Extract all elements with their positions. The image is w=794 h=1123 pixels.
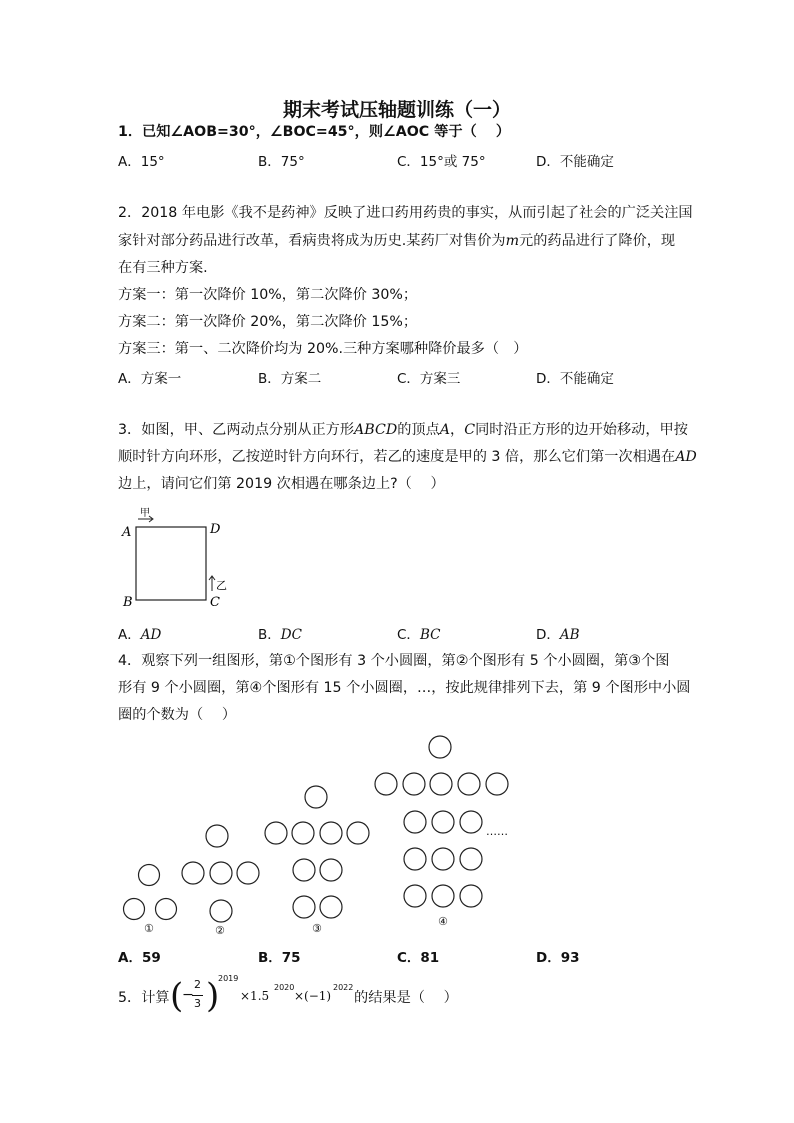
circle	[305, 786, 327, 808]
question-2-line-1: 2．2018 年电影《我不是药神》反映了进口药用药贵的事实，从而引起了社会的广泛关注国	[118, 205, 693, 221]
circle	[430, 773, 452, 795]
circle	[403, 773, 425, 795]
pattern-3	[265, 786, 369, 918]
q4-option-d: D．93	[536, 950, 580, 966]
label-vertex-c: C	[210, 595, 220, 610]
q5-suffix: 的结果是（ ）	[354, 990, 458, 1006]
circle	[320, 822, 342, 844]
q3-option-c: C．BC	[397, 627, 441, 643]
label-vertex-b: B	[123, 595, 133, 610]
q5-left-paren: (	[170, 976, 184, 1016]
label-vertex-a: A	[122, 525, 132, 540]
circle	[237, 862, 259, 884]
circle	[320, 859, 342, 881]
question-3-line-1: 3．如图，甲、乙两动点分别从正方形ABCD的顶点A，C同时沿正方形的边开始移动，甲按	[118, 422, 688, 438]
q2-option-d: D．不能确定	[536, 371, 614, 387]
circle	[460, 848, 482, 870]
circle	[293, 859, 315, 881]
circle	[139, 865, 160, 886]
question-2-line-2: 家针对部分药品进行改革，看病贵将成为历史.某药厂对售价为m元的药品进行了降价，现	[118, 233, 676, 249]
q4-option-a: A．59	[118, 950, 161, 966]
page-title: 期末考试压轴题训练（一）	[282, 99, 511, 121]
q4-option-b: B．75	[258, 950, 301, 966]
circle-pattern-figure	[118, 733, 538, 937]
circle	[404, 848, 426, 870]
circle	[460, 811, 482, 833]
pattern-label-4: ④	[438, 915, 448, 928]
label-yi: 乙	[216, 579, 227, 592]
circle	[432, 811, 454, 833]
question-4-line-3: 圈的个数为（ ）	[118, 707, 237, 723]
question-4-line-2: 形有 9 个小圆圈，第④个图形有 15 个小圆圈，…，按此规律排列下去，第 9 个图形中小圆	[118, 680, 691, 696]
circle	[210, 862, 232, 884]
q5-exp-2: 2020	[274, 983, 295, 992]
q2-option-b: B．方案二	[258, 371, 322, 387]
circle	[432, 848, 454, 870]
circle	[460, 885, 482, 907]
circle	[404, 885, 426, 907]
question-1: 1．已知∠AOB=30°，∠BOC=45°，则∠AOC 等于（ ）	[118, 124, 511, 140]
circle	[156, 899, 177, 920]
square-figure	[118, 505, 238, 615]
pattern-label-2: ②	[215, 924, 225, 937]
circle	[206, 825, 228, 847]
circle	[429, 736, 451, 758]
circle	[124, 899, 145, 920]
pattern-4	[375, 736, 508, 907]
circle	[292, 822, 314, 844]
q5-exp-1: 2019	[218, 974, 239, 983]
question-4-line-1: 4．观察下列一组图形，第①个图形有 3 个小圆圈，第②个图形有 5 个小圆圈，第③个图	[118, 653, 670, 669]
label-jia: 甲	[140, 508, 150, 519]
q5-right-paren: )	[206, 976, 220, 1016]
circle	[210, 900, 232, 922]
q5-frac-num: 2	[194, 978, 201, 991]
q2-option-c: C．方案三	[397, 371, 461, 387]
q5-exp-3: 2022	[333, 983, 354, 992]
question-2-plan-2: 方案二：第一次降价 20%，第二次降价 15%；	[118, 314, 418, 330]
pattern-label-3: ③	[312, 922, 322, 935]
q1-option-b: B．75°	[258, 154, 305, 170]
q3-option-a: A．AD	[118, 627, 162, 643]
q5-frac-den: 3	[194, 997, 201, 1010]
q3-option-d: D．AB	[536, 627, 580, 643]
circle	[320, 896, 342, 918]
q3-option-b: B．DC	[258, 627, 302, 643]
circle	[265, 822, 287, 844]
pattern-2	[182, 825, 259, 922]
question-2-line-3: 在有三种方案.	[118, 260, 208, 276]
circle	[458, 773, 480, 795]
pattern-1	[124, 865, 177, 920]
q1-option-c: C．15°或 75°	[397, 154, 486, 170]
q4-option-c: C．81	[397, 950, 440, 966]
question-3-line-2: 顺时针方向环形，乙按逆时针方向环行，若乙的速度是甲的 3 倍，那么它们第一次相遇在AD	[118, 449, 697, 465]
question-3-line-3: 边上，请问它们第 2019 次相遇在哪条边上?（ ）	[118, 476, 445, 492]
circle	[404, 811, 426, 833]
q5-prefix: 5．计算	[118, 990, 170, 1006]
circle	[182, 862, 204, 884]
label-vertex-d: D	[210, 522, 221, 537]
circle	[375, 773, 397, 795]
circle	[486, 773, 508, 795]
question-2-plan-3: 方案三：第一、二次降价均为 20%.三种方案哪种降价最多（ ）	[118, 341, 528, 357]
q5-minus: −	[182, 987, 194, 1003]
circle	[293, 896, 315, 918]
circle	[347, 822, 369, 844]
ellipsis: ……	[486, 825, 508, 838]
pattern-label-1: ①	[144, 922, 154, 935]
q5-frac-bar	[192, 995, 203, 996]
q2-option-a: A．方案一	[118, 371, 182, 387]
question-2-plan-1: 方案一：第一次降价 10%，第二次降价 30%；	[118, 287, 418, 303]
circle	[432, 885, 454, 907]
q5-times-2: ×(−1)	[294, 989, 332, 1003]
q5-times-1: ×1.5	[240, 989, 270, 1003]
q1-option-a: A．15°	[118, 154, 165, 170]
square-abcd	[136, 527, 206, 600]
q1-option-d: D．不能确定	[536, 154, 614, 170]
